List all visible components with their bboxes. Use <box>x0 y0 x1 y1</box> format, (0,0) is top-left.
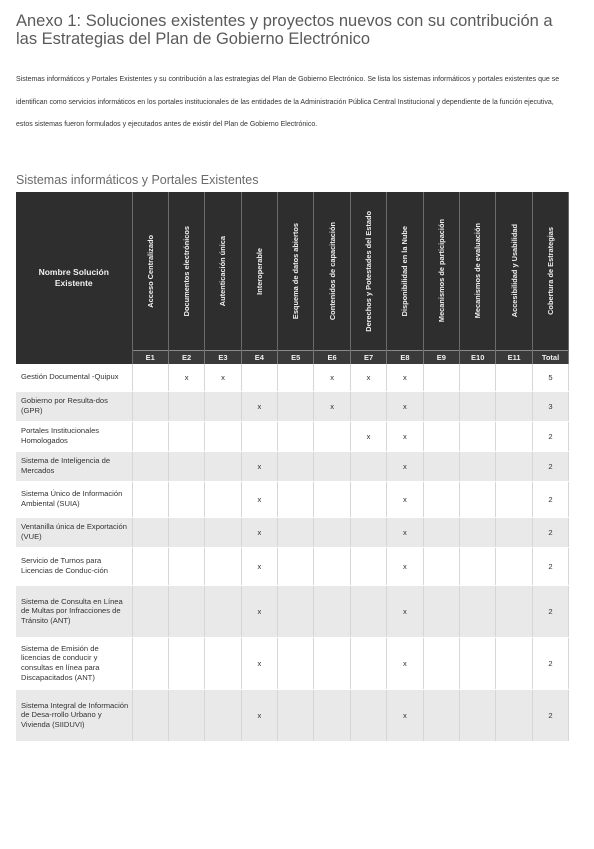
column-header-label: Acceso Centralizado <box>145 234 155 308</box>
mark-cell <box>460 689 496 741</box>
name-column-header: Nombre Solución Existente <box>16 192 132 364</box>
column-code: E6 <box>314 351 350 365</box>
mark-cell <box>168 547 204 585</box>
mark-cell: x <box>205 364 241 391</box>
total-cell: 2 <box>532 481 568 517</box>
column-header-e5 <box>278 192 314 351</box>
table-row <box>16 689 569 741</box>
mark-cell <box>132 481 168 517</box>
mark-cell <box>168 481 204 517</box>
mark-cell <box>278 421 314 451</box>
mark-cell: x <box>387 451 423 481</box>
mark-cell: x <box>314 391 350 421</box>
mark-cell <box>423 585 459 637</box>
mark-cell: x <box>241 547 277 585</box>
mark-cell <box>205 547 241 585</box>
mark-cell <box>278 689 314 741</box>
column-code: E8 <box>387 351 423 365</box>
mark-cell: x <box>241 637 277 689</box>
column-header-label: Contenidos de capacitación <box>327 221 337 321</box>
total-cell: 2 <box>532 421 568 451</box>
column-labels-row <box>16 192 569 351</box>
mark-cell: x <box>350 364 386 391</box>
mark-cell <box>205 637 241 689</box>
mark-cell <box>460 421 496 451</box>
column-header-label: Autenticación única <box>218 235 228 307</box>
mark-cell <box>314 637 350 689</box>
section-subtitle: Sistemas informáticos y Portales Existentes <box>16 173 259 187</box>
mark-cell <box>350 547 386 585</box>
mark-cell <box>205 451 241 481</box>
column-code: E5 <box>278 351 314 365</box>
total-cell: 2 <box>532 547 568 585</box>
mark-cell <box>278 517 314 547</box>
table-row <box>16 391 569 421</box>
mark-cell: x <box>387 364 423 391</box>
solution-name-cell: Sistema de Consulta en Línea de Multas por Infracciones de Tránsito (ANT) <box>16 585 132 637</box>
mark-cell <box>423 364 459 391</box>
mark-cell <box>168 585 204 637</box>
mark-cell <box>460 637 496 689</box>
mark-cell <box>278 391 314 421</box>
column-code: E1 <box>132 351 168 365</box>
column-header-e1 <box>132 192 168 351</box>
mark-cell <box>132 547 168 585</box>
mark-cell <box>241 364 277 391</box>
total-cell: 2 <box>532 637 568 689</box>
mark-cell <box>205 481 241 517</box>
table-row <box>16 451 569 481</box>
mark-cell <box>350 391 386 421</box>
mark-cell <box>423 451 459 481</box>
solution-name-cell: Sistema Único de Información Ambiental (SUIA) <box>16 481 132 517</box>
mark-cell <box>314 481 350 517</box>
mark-cell <box>460 481 496 517</box>
mark-cell <box>496 421 532 451</box>
mark-cell <box>314 451 350 481</box>
mark-cell <box>205 391 241 421</box>
mark-cell <box>205 517 241 547</box>
column-header-e10 <box>460 192 496 351</box>
mark-cell <box>460 585 496 637</box>
total-cell: 5 <box>532 364 568 391</box>
mark-cell: x <box>314 364 350 391</box>
strategies-table <box>16 192 569 742</box>
column-header-label: Derechos y Potestades del Estado <box>364 210 374 332</box>
table-body <box>16 364 569 741</box>
mark-cell <box>168 391 204 421</box>
column-code: E4 <box>241 351 277 365</box>
column-code: E9 <box>423 351 459 365</box>
solution-name-cell: Portales Institucionales Homologados <box>16 421 132 451</box>
mark-cell <box>168 689 204 741</box>
mark-cell: x <box>387 517 423 547</box>
mark-cell <box>496 637 532 689</box>
mark-cell <box>132 364 168 391</box>
mark-cell <box>350 451 386 481</box>
mark-cell: x <box>241 451 277 481</box>
mark-cell <box>460 391 496 421</box>
mark-cell <box>278 547 314 585</box>
solution-name-cell: Servicio de Turnos para Licencias de Conduc-ción <box>16 547 132 585</box>
column-header-e11 <box>496 192 532 351</box>
mark-cell <box>496 481 532 517</box>
mark-cell <box>205 585 241 637</box>
mark-cell <box>350 585 386 637</box>
mark-cell <box>168 637 204 689</box>
total-cell: 3 <box>532 391 568 421</box>
column-header-label: Mecanismos de participación <box>436 219 446 323</box>
mark-cell: x <box>387 481 423 517</box>
mark-cell <box>278 637 314 689</box>
mark-cell <box>423 421 459 451</box>
total-cell: 2 <box>532 585 568 637</box>
column-code: E3 <box>205 351 241 365</box>
column-header-e6 <box>314 192 350 351</box>
column-header-total <box>532 192 568 351</box>
table-row <box>16 517 569 547</box>
table-row <box>16 637 569 689</box>
page-title: Anexo 1: Soluciones existentes y proyectos nuevos con su contribución a las Estrategias del Plan de Gobierno Electrónico <box>16 12 553 48</box>
mark-cell <box>132 517 168 547</box>
table-row <box>16 481 569 517</box>
solution-name-cell: Gobierno por Resulta-dos (GPR) <box>16 391 132 421</box>
column-header-e7 <box>350 192 386 351</box>
mark-cell <box>350 481 386 517</box>
intro-paragraph: Sistemas informáticos y Portales Existentes y su contribución a las estrategias del Plan de Gobierno Electrónico. Se lista los sistemas informáticos y portales existentes que se identifican como servicios informáticos en los portales institucionales de las entidades de la Administración Pública Central Institucional y dependiente de la función ejecutiva, estos sistemas fueron formulados y ejecutados antes de existir del Plan de Gobierno Electrónico. <box>16 76 560 128</box>
total-cell: 2 <box>532 451 568 481</box>
column-code: E11 <box>496 351 532 365</box>
table-row <box>16 547 569 585</box>
column-code: Total <box>532 351 568 365</box>
mark-cell <box>496 547 532 585</box>
column-header-label: Cobertura de Estrategias <box>545 227 555 315</box>
column-code: E10 <box>460 351 496 365</box>
total-cell: 2 <box>532 517 568 547</box>
mark-cell <box>168 517 204 547</box>
mark-cell <box>314 585 350 637</box>
mark-cell <box>132 451 168 481</box>
solution-name-cell: Sistema de Inteligencia de Mercados <box>16 451 132 481</box>
solution-name-cell: Ventanilla única de Exportación (VUE) <box>16 517 132 547</box>
mark-cell: x <box>387 689 423 741</box>
mark-cell <box>132 637 168 689</box>
mark-cell <box>350 637 386 689</box>
mark-cell <box>423 481 459 517</box>
column-header-label: Documentos electrónicos <box>182 225 192 317</box>
mark-cell <box>496 585 532 637</box>
mark-cell <box>460 547 496 585</box>
mark-cell <box>314 421 350 451</box>
mark-cell <box>132 421 168 451</box>
mark-cell <box>168 421 204 451</box>
mark-cell <box>496 364 532 391</box>
mark-cell: x <box>387 637 423 689</box>
mark-cell: x <box>241 585 277 637</box>
mark-cell: x <box>387 391 423 421</box>
column-header-e8 <box>387 192 423 351</box>
mark-cell <box>314 517 350 547</box>
mark-cell: x <box>387 421 423 451</box>
mark-cell <box>205 689 241 741</box>
column-header-label: Accesibilidad y Usabilidad <box>509 224 519 318</box>
mark-cell <box>241 421 277 451</box>
solution-name-cell: Sistema de Emisión de licencias de conducir y consultas en línea para Discapacitados (ANT) <box>16 637 132 689</box>
table-row <box>16 364 569 391</box>
mark-cell <box>132 585 168 637</box>
table-row <box>16 585 569 637</box>
mark-cell <box>132 391 168 421</box>
mark-cell <box>460 517 496 547</box>
total-cell: 2 <box>532 689 568 741</box>
mark-cell <box>314 689 350 741</box>
solution-name-cell: Gestión Documental -Quipux <box>16 364 132 391</box>
mark-cell <box>132 689 168 741</box>
mark-cell: x <box>241 391 277 421</box>
solution-name-cell: Sistema Integral de Información de Desa-rrollo Urbano y Vivienda (SIIDUVI) <box>16 689 132 741</box>
column-header-e3 <box>205 192 241 351</box>
column-code: E7 <box>350 351 386 365</box>
column-header-label: Esquema de datos abiertos <box>291 222 301 320</box>
mark-cell <box>460 451 496 481</box>
mark-cell <box>350 517 386 547</box>
mark-cell <box>314 547 350 585</box>
mark-cell <box>496 391 532 421</box>
mark-cell <box>168 451 204 481</box>
mark-cell <box>278 451 314 481</box>
mark-cell <box>496 517 532 547</box>
mark-cell <box>423 689 459 741</box>
mark-cell <box>423 637 459 689</box>
mark-cell <box>460 364 496 391</box>
column-header-e9 <box>423 192 459 351</box>
column-header-e2 <box>168 192 204 351</box>
mark-cell <box>423 547 459 585</box>
mark-cell: x <box>350 421 386 451</box>
mark-cell: x <box>168 364 204 391</box>
mark-cell <box>423 517 459 547</box>
mark-cell: x <box>241 481 277 517</box>
mark-cell <box>278 585 314 637</box>
mark-cell <box>423 391 459 421</box>
column-header-label: Disponibilidad en la Nube <box>400 225 410 317</box>
mark-cell <box>496 689 532 741</box>
mark-cell: x <box>241 517 277 547</box>
table-row <box>16 421 569 451</box>
mark-cell <box>350 689 386 741</box>
column-code: E2 <box>168 351 204 365</box>
mark-cell <box>278 481 314 517</box>
column-header-e4 <box>241 192 277 351</box>
column-header-label: Interoperable <box>254 247 264 295</box>
mark-cell <box>205 421 241 451</box>
mark-cell: x <box>387 547 423 585</box>
mark-cell: x <box>387 585 423 637</box>
mark-cell: x <box>241 689 277 741</box>
column-header-label: Mecanismos de evaluación <box>473 223 483 319</box>
mark-cell <box>496 451 532 481</box>
mark-cell <box>278 364 314 391</box>
